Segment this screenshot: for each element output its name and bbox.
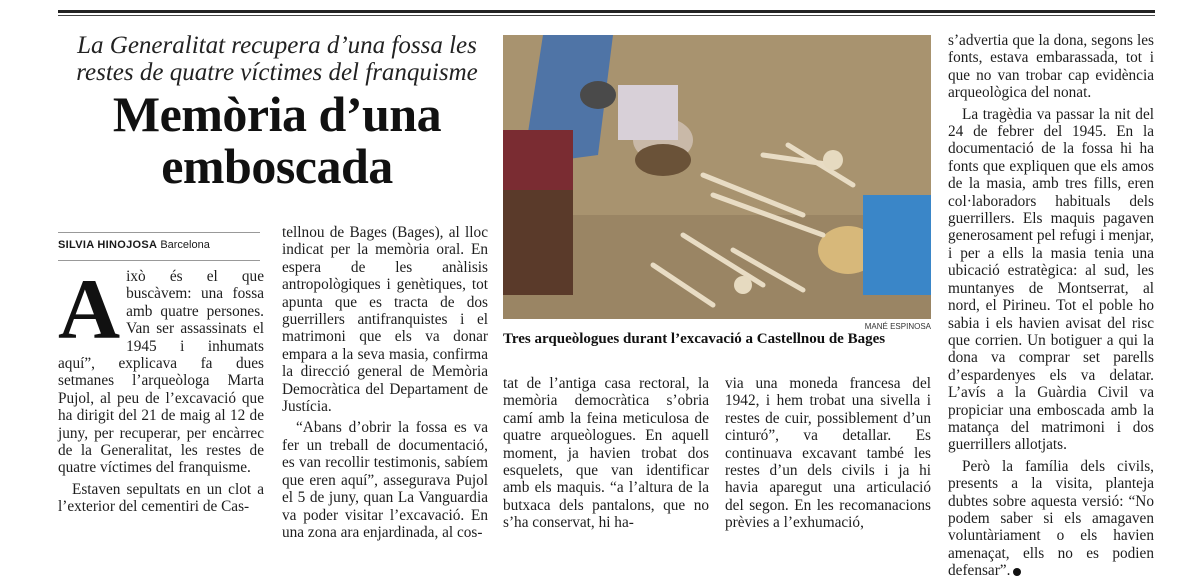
paragraph: La tragèdia va passar la nit del 24 de febrer del 1945. En la documentació de la fossa hi ha fonts que expliquen que els amos de la masia, amb tres fills, eren col·laboradors habituals dels guerrillers. Els maquis pagaven generosament pel refugi i menjar, i per a ells la masia tenia una ubicació estratègica: al sud, les muntanyes de Montserrat, al nord, el Pirineu. Tot el poble ho sabia i els havien avisat del risc que corrien. Un botiguer a qui la dona va comprar set parells d’espardenyes els va delatar. L’avís a la Guàrdia Civil va propiciar una emboscada amb la matança del matrimoni i dos guerrillers allotjats. [948, 105, 1154, 454]
body-column-3 [503, 375, 709, 532]
byline-divider-top [58, 232, 260, 233]
drop-cap: A [58, 261, 121, 357]
excavation-photo [503, 35, 931, 319]
byline-place: Barcelona [160, 239, 210, 251]
end-of-article-mark [1013, 568, 1021, 576]
article-kicker: La Generalitat recupera d’una fossa les restes de quatre víctimes del franquisme [76, 32, 478, 86]
photo-credit: MANÉ ESPINOSA [864, 322, 931, 331]
photo-caption: Tres arqueòlogues durant l’excavació a Castellnou de Bages [503, 331, 886, 347]
paragraph: via una moneda francesa del 1942, i hem trobat una sivella i restes de cuir, possiblement d’un cinturó”, va detallar. Es continuava excavant també les restes d’un dels civils i ja hi havia aparegut una articulació del segon. En les recomanacions prèvies a l’exhumació, [725, 375, 931, 532]
paragraph: ixò és el que buscàvem: una fossa amb quatre persones. Van ser assassinats el 1945 i inhumats aquí”, explicava fa dues setmanes l’arqueòloga Marta Pujol, al peu de l’excavació que ha dirigit del 21 de maig al 12 de juny, per recuperar, per encàrrec de la Generalitat, les restes de quatre víctimes del franquisme. [58, 268, 264, 477]
body-column-1 [58, 261, 264, 516]
excavation-photo-illustration [503, 35, 931, 319]
body-column-2 [282, 224, 488, 541]
paragraph: tat de l’antiga casa rectoral, la memòria democràtica s’obria camí amb la feina meticulosa de quatre arqueòlogues. En aquell moment, ja havien trobat dos esquelets, que van identificar amb els maquis. “a l’altura de la butxaca dels pantalons, que no s’ha conservat, hi ha- [503, 375, 709, 532]
paragraph: Però la família dels civils, presents a la visita, planteja dubtes sobre aquesta versió: “No podem saber si els amagaven voluntàriament o els havien amenaçat, ells no es podien defensar”. [948, 457, 1154, 580]
byline-author: SILVIA HINOJOSA [58, 239, 158, 251]
body-column-5 [948, 32, 1154, 580]
top-rule [58, 10, 1155, 13]
paragraph: “Abans d’obrir la fossa es va fer un treball de documentació, es van recollir testimonis, sabíem que eren aquí”, assegurava Pujol el 5 de juny, quan La Vanguardia va poder visitar l’excavació. En una zona ara enjardinada, al cos- [282, 419, 488, 541]
paragraph: Estaven sepultats en un clot a l’exterior del cementiri de Cas- [58, 480, 264, 516]
paragraph: s’advertia que la dona, segons les fonts, estava embarassada, tot i que no van trobar cap evidència arqueològica del nonat. [948, 32, 1154, 102]
article-headline: Memòria d’una emboscada [112, 86, 442, 194]
body-column-4 [725, 375, 931, 532]
paragraph: tellnou de Bages (Bages), al lloc indicat per la memòria oral. En espera de les anàlisis antropològiques i genètiques, tot apunta que es tracta de dos guerrillers antifranquistes i el matrimoni que els va donar empara a la seva masia, confirma la direcció general de Memòria Democràtica del Departament de Justícia. [282, 224, 488, 416]
top-rule-thin [58, 15, 1155, 16]
byline [58, 239, 268, 251]
